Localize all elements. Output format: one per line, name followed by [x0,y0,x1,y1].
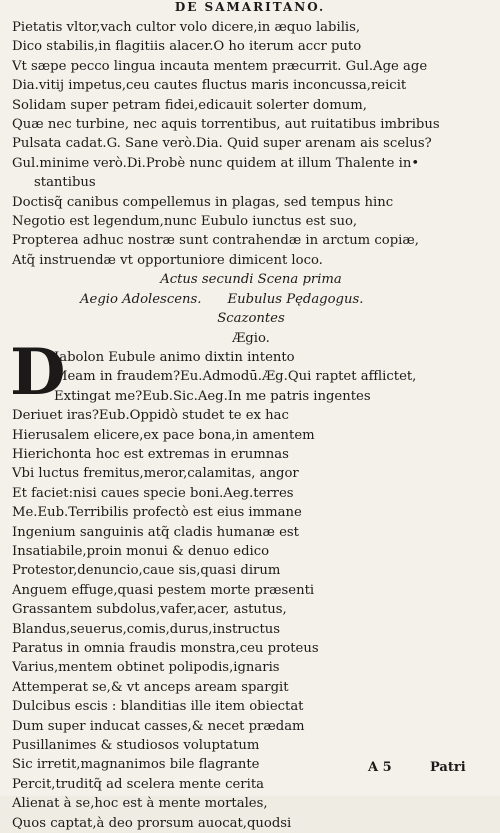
text-line: Extingat me?Eub.Sic.Aeg.In me patris ingentes [54,388,371,404]
text-line: Iabolon Eubule animo dixtin intento [54,349,295,365]
dramatis-personae [12,290,490,309]
text-line: Varius,mentem obtinet polipodis,ignaris [12,660,280,676]
continuation-line: stantibus [34,175,96,191]
text-line: Anguem effuge,quasi pestem morte præsenti [12,582,315,598]
text-line: Deriuet iras?Eub.Oppidò studet te ex hac [12,408,289,424]
text-line: Propterea adhuc nostræ sunt contrahendæ in arctum copiæ, [12,233,419,249]
speaker-name: Ægio. [232,330,270,346]
text-line: Dum super inducat casses,& necet prædam [12,718,305,734]
text-line: Protestor,denuncio,caue sis,quasi dirum [12,563,281,579]
text-line: Dia.vitij impetus,ceu cautes fluctus maris inconcussa,reicit [12,78,407,94]
text-line: Doctisq̃ canibus compellemus in plagas, sed tempus hinc [12,194,394,210]
text-line: Pusillanimes & studiosos voluptatum [12,738,260,754]
text-line: Alienat à se,hoc est à mente mortales, [12,796,268,812]
text-line: Solidam super petram fidei,edicauit solerter domum, [12,97,367,113]
text-line: Vbi luctus fremitus,meror,calamitas, angor [12,466,299,482]
text-line: Attemperat se,& vt anceps aream spargit [12,679,289,695]
text-line: Dulcibus escis : blanditias ille item obiectat [12,699,304,715]
person-name: Eubulus Pędagogus. [227,291,364,307]
text-line: Vt sæpe pecco lingua incauta mentem præcurrit. Gul.Age age [12,58,428,74]
text-line: Atq̃ instruendæ vt opportuniore dimicent loco. [12,252,323,268]
text-line: Me.Eub.Terribilis profectò est eius immane [12,505,302,521]
text-line: Sic irretit,magnanimos bile flagrante [12,757,260,773]
text-line: Insatiabile,proin monui & denuo edico [12,543,270,559]
text-line: Quos captat,à deo prorsum auocat,quodsi [12,815,292,831]
text-line: Pulsata cadat.G. Sane verò.Dia. Quid super arenam ais scelus? [12,136,432,152]
signature-mark: A 5 [368,760,392,775]
text-line: Negotio est legendum,nunc Eubulo iunctus est suo, [12,214,358,230]
person-name: Aegio Adolescens. [80,291,202,307]
text-line: Blandus,seuerus,comis,durus,instructus [12,621,281,637]
text-line: Paratus in omnia fraudis monstra,ceu proteus [12,641,319,656]
text-line: Grassantem subdolus,vafer,acer, astutus, [12,602,287,618]
text-line: Pietatis vltor,vach cultor volo dicere,in æquo labilis, [12,20,361,35]
text-line: Dico stabilis,in flagitiis alacer.O ho iterum accr puto [12,39,362,55]
text-line: Quæ nec turbine, nec aquis torrentibus, aut ruitatibus imbribus [12,117,440,133]
catchword: Patri [430,760,466,775]
body-text [12,18,490,833]
running-head: DE SAMARITANO. [174,0,326,14]
text-line: Meam in fraudem?Eu.Admodū.Æg.Qui raptet afflictet, [54,369,417,385]
meter-label: Scazontes [217,311,285,327]
text-line: Gul.minime verò.Di.Probè nunc quidem at illum Thalente in• [12,155,420,171]
text-line: Ingenium sanguinis atq̃ cladis humanæ est [12,524,299,540]
drop-cap-initial: D [10,334,66,410]
text-line: Hierichonta hoc est extremas in erumnas [12,446,289,462]
act-heading: Actus secundi Scena prima [160,272,342,288]
text-line: Percit,truditq̃ ad scelera mente cerita [12,776,264,792]
page-footer [0,760,500,780]
text-line: Et faciet:nisi caues specie boni.Aeg.terres [12,485,294,501]
text-line: Hierusalem elicere,ex pace bona,in amentem [12,427,315,443]
